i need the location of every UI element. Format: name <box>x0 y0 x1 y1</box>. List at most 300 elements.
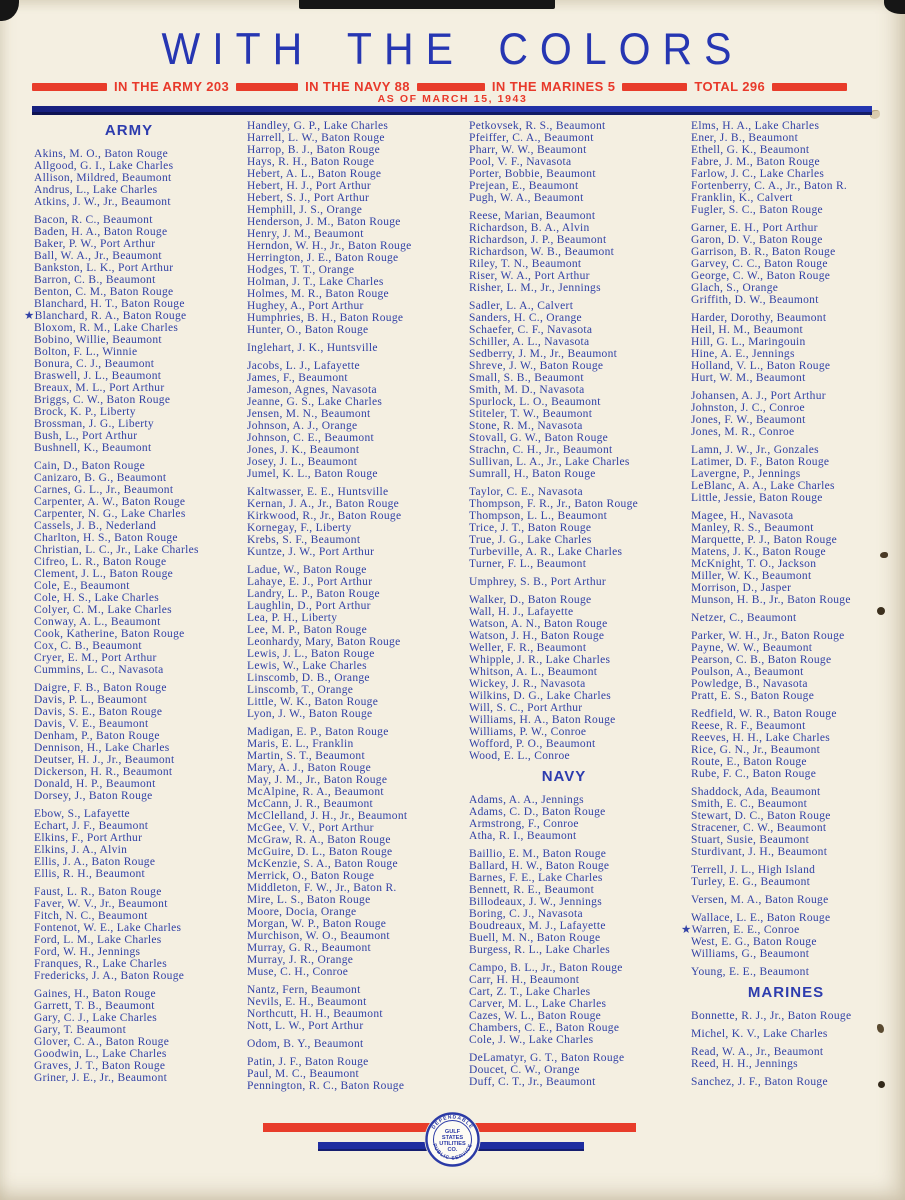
roster-entry: Josey, J. L., Beaumont <box>247 456 358 468</box>
roster-group <box>469 210 687 294</box>
roster-entry: Barnes, F. E., Lake Charles <box>469 872 603 884</box>
roster-entry: Sullivan, L. A., Jr., Lake Charles <box>469 456 630 468</box>
roster-entry: Stracener, C. W., Beaumont <box>691 822 827 834</box>
roster-group <box>691 1028 905 1040</box>
roster-entry: Pool, V. F., Navasota <box>469 156 572 168</box>
roster-entry: Baker, P. W., Port Arthur <box>34 238 156 250</box>
tally-banner <box>32 79 873 94</box>
roster-entry: Sumrall, H., Baton Rouge <box>469 468 596 480</box>
roster-entry: Madigan, E. P., Baton Rouge <box>247 726 389 738</box>
roster-entry: Odom, B. Y., Beaumont <box>247 1038 364 1050</box>
marines-count: IN THE MARINES 5 <box>491 79 616 94</box>
roster-group <box>469 120 687 204</box>
roster-entry: Bonura, C. J., Beaumont <box>34 358 155 370</box>
roster-entry: Mire, L. S., Baton Rouge <box>247 894 371 906</box>
roster-entry: Braswell, J. L., Beaumont <box>34 370 162 382</box>
roster-entry: Gary, T. Beaumont <box>34 1024 127 1036</box>
roster-entry: Stuart, Susie, Beaumont <box>691 834 810 846</box>
roster-group <box>691 1046 905 1070</box>
roster-entry: Doucet, C. W., Orange <box>469 1064 580 1076</box>
roster-entry: Ladue, W., Baton Rouge <box>247 564 367 576</box>
roster-entry: Glach, S., Orange <box>691 282 779 294</box>
roster-entry: Riser, W. A., Port Arthur <box>469 270 590 282</box>
roster-entry: Morrison, D., Jasper <box>691 582 792 594</box>
roster-entry: Nantz, Fern, Beaumont <box>247 984 361 996</box>
roster-entry: Will, S. C., Port Arthur <box>469 702 583 714</box>
roster-entry: Daigre, F. B., Baton Rouge <box>34 682 167 694</box>
roster-entry: Fortenberry, C. A., Jr., Baton R. <box>691 180 848 192</box>
roster-entry: McClelland, J. H., Jr., Beaumont <box>247 810 408 822</box>
roster-entry: Shreve, J. W., Baton Rouge <box>469 360 604 372</box>
roster-entry: Glover, C. A., Baton Rouge <box>34 1036 170 1048</box>
roster-entry: Little, Jessie, Baton Rouge <box>691 492 823 504</box>
roster-entry: Marquette, P. J., Baton Rouge <box>691 534 838 546</box>
roster-entry: Allison, Mildred, Beaumont <box>34 172 172 184</box>
roster-entry: McCann, J. R., Beaumont <box>247 798 374 810</box>
roster-column-2 <box>247 120 465 1098</box>
roster-entry: Colyer, C. M., Lake Charles <box>34 604 172 616</box>
roster-entry: Ball, W. A., Jr., Beaumont <box>34 250 162 262</box>
roster-entry: Cole, E., Beaumont <box>34 580 130 592</box>
roster-entry: Hodges, T. T., Orange <box>247 264 355 276</box>
roster-entry: Redfield, W. R., Baton Rouge <box>691 708 837 720</box>
roster-entry: Franques, R., Lake Charles <box>34 958 167 970</box>
roster-entry: Pennington, R. C., Baton Rouge <box>247 1080 405 1092</box>
army-count: IN THE ARMY 203 <box>114 79 230 94</box>
company-logo <box>424 1111 481 1168</box>
roster-entry: Prejean, E., Beaumont <box>469 180 579 192</box>
roster-entry: Linscomb, T., Orange <box>247 684 354 696</box>
roster-entry: Davis, S. E., Baton Rouge <box>34 706 163 718</box>
roster-entry: Johnston, J. C., Conroe <box>691 402 805 414</box>
roster-entry: Manley, R. S., Beaumont <box>691 522 814 534</box>
roster-entry: Jumel, K. L., Baton Rouge <box>247 468 378 480</box>
roster-entry: Elkins, J. A., Alvin <box>34 844 128 856</box>
roster-entry: Netzer, C., Beaumont <box>691 612 797 624</box>
section-header-marines: MARINES <box>747 984 825 1001</box>
roster-entry: Boring, C. J., Navasota <box>469 908 583 920</box>
roster-entry: Moore, Docia, Orange <box>247 906 357 918</box>
roster-entry: Cifreo, L. R., Baton Rouge <box>34 556 167 568</box>
roster-entry: Hughey, A., Port Arthur <box>247 300 364 312</box>
roster-entry: Williams, H. A., Baton Rouge <box>469 714 616 726</box>
roster-entry: Hunter, O., Baton Rouge <box>247 324 369 336</box>
roster-entry: Merrick, O., Baton Rouge <box>247 870 375 882</box>
roster-entry: ★Warren, E. E., Conroe <box>681 924 800 936</box>
logo-top-arc: DEPENDABLE <box>430 1114 475 1131</box>
roster-entry: Kornegay, F., Liberty <box>247 522 352 534</box>
roster-entry: Allgood, G. I., Lake Charles <box>34 160 174 172</box>
roster-entry: McAlpine, R. A., Beaumont <box>247 786 384 798</box>
roster-entry: Kirkwood, R., Jr., Baton Rouge <box>247 510 402 522</box>
roster-entry: Bush, L., Port Arthur <box>34 430 138 442</box>
scan-artifact-top-left <box>0 0 19 21</box>
roster-entry: Harder, Dorothy, Beaumont <box>691 312 827 324</box>
roster-entry: Lee, M. P., Baton Rouge <box>247 624 367 636</box>
roster-entry: Parker, W. H., Jr., Baton Rouge <box>691 630 845 642</box>
section-header-navy: NAVY <box>541 768 587 785</box>
total-count: TOTAL 296 <box>694 79 766 94</box>
roster-entry: Thompson, L. L., Beaumont <box>469 510 608 522</box>
roster-entry: Pugh, W. A., Beaumont <box>469 192 584 204</box>
roster-entry: Garvey, C. C., Baton Rouge <box>691 258 828 270</box>
roster-entry: Little, W. K., Baton Rouge <box>247 696 379 708</box>
roster-entry: Richardson, J. P., Beaumont <box>469 234 607 246</box>
roster-entry: Chambers, C. E., Baton Rouge <box>469 1022 620 1034</box>
roster-entry: Linscomb, D. B., Orange <box>247 672 370 684</box>
roster-entry: Lyon, J. W., Baton Rouge <box>247 708 373 720</box>
roster-entry: Cassels, J. B., Nederland <box>34 520 157 532</box>
roster-entry: Schaefer, C. F., Navasota <box>469 324 593 336</box>
roster-entry: Umphrey, S. B., Port Arthur <box>469 576 607 588</box>
roster-group <box>247 984 465 1032</box>
roster-group <box>247 726 465 978</box>
roster-group <box>247 1056 465 1092</box>
roster-column-1 <box>24 120 252 1090</box>
roster-entry: Burgess, R. L., Lake Charles <box>469 944 611 956</box>
roster-entry: McKnight, T. O., Jackson <box>691 558 817 570</box>
roster-entry: ★Blanchard, R. A., Baton Rouge <box>24 310 187 322</box>
roster-group <box>691 1010 905 1022</box>
roster-entry: Williams, G., Beaumont <box>691 948 810 960</box>
roster-column-3 <box>469 120 687 1094</box>
roster-entry: Griner, J. E., Jr., Beaumont <box>34 1072 168 1084</box>
roster-entry: Small, S. B., Beaumont <box>469 372 584 384</box>
roster-entry: Bolton, F. L., Winnie <box>34 346 138 358</box>
roster-entry: Elms, H. A., Lake Charles <box>691 120 820 132</box>
roster-group <box>469 848 687 956</box>
roster-entry: Latimer, D. F., Baton Rouge <box>691 456 830 468</box>
roster-entry: Handley, G. P., Lake Charles <box>247 120 389 132</box>
red-rule <box>32 83 107 91</box>
roster-group <box>469 962 687 1046</box>
roster-entry: Versen, M. A., Baton Rouge <box>691 894 829 906</box>
roster-entry: Davis, P. L., Beaumont <box>34 694 147 706</box>
roster-entry: Garrett, T. B., Beaumont <box>34 1000 155 1012</box>
roster-entry: Jacobs, L. J., Lafayette <box>247 360 360 372</box>
roster-entry: Landry, L. P., Baton Rouge <box>247 588 380 600</box>
roster-entry: Riley, T. N., Beaumont <box>469 258 582 270</box>
roster-entry: Echart, J. F., Beaumont <box>34 820 149 832</box>
roster-entry: Ford, W. H., Jennings <box>34 946 141 958</box>
roster-entry: Charlton, H. S., Baton Rouge <box>34 532 178 544</box>
roster-entry: Bankston, L. K., Port Arthur <box>34 262 174 274</box>
roster-entry: Lewis, J. L., Baton Rouge <box>247 648 375 660</box>
roster-entry: Hebert, S. J., Port Arthur <box>247 192 370 204</box>
roster-entry: Terrell, J. L., High Island <box>691 864 816 876</box>
roster-group <box>691 390 905 438</box>
roster-entry: Duff, C. T., Jr., Beaumont <box>469 1076 596 1088</box>
roster-entry: DeLamatyr, G. T., Baton Rouge <box>469 1052 625 1064</box>
roster-entry: Bennett, R. E., Beaumont <box>469 884 595 896</box>
roster-group <box>34 886 252 982</box>
roster-entry: Reeves, H. H., Lake Charles <box>691 732 831 744</box>
roster-entry: Cole, H. S., Lake Charles <box>34 592 160 604</box>
roster-entry: Herndon, W. H., Jr., Baton Rouge <box>247 240 412 252</box>
roster-entry: Faust, L. R., Baton Rouge <box>34 886 162 898</box>
red-rule <box>772 83 847 91</box>
roster-entry: Billodeaux, J. W., Jennings <box>469 896 603 908</box>
roster-entry: Pratt, E. S., Baton Rouge <box>691 690 815 702</box>
roster-group <box>691 864 905 888</box>
roster-entry: West, E. G., Baton Rouge <box>691 936 817 948</box>
roster-entry: Benton, C. M., Baton Rouge <box>34 286 174 298</box>
red-rule <box>417 83 485 91</box>
roster-entry: Hurt, W. M., Beaumont <box>691 372 806 384</box>
roster-entry: Fontenot, W. E., Lake Charles <box>34 922 182 934</box>
roster-entry: Maris, E. L., Franklin <box>247 738 354 750</box>
roster-group <box>247 360 465 480</box>
roster-group <box>247 342 465 354</box>
roster-entry: LeBlanc, A. A., Lake Charles <box>691 480 835 492</box>
roster-entry: Watson, A. N., Baton Rouge <box>469 618 608 630</box>
roster-entry: Sanchez, J. F., Baton Rouge <box>691 1076 828 1088</box>
roster-entry: Bonnette, R. J., Jr., Baton Rouge <box>691 1010 852 1022</box>
roster-entry: Cryer, E. M., Port Arthur <box>34 652 157 664</box>
roster-entry: Sadler, L. A., Calvert <box>469 300 574 312</box>
divider-bar <box>32 106 872 115</box>
roster-entry: Reese, R. F., Beaumont <box>691 720 806 732</box>
roster-entry: Wickey, J. R., Navasota <box>469 678 586 690</box>
logo-bottom-arc: PUBLIC SERVICE <box>431 1142 474 1162</box>
roster-entry: Whitson, A. L., Beaumont <box>469 666 598 678</box>
roster-entry: Smith, M. D., Navasota <box>469 384 585 396</box>
roster-entry: Hebert, A. L., Baton Rouge <box>247 168 382 180</box>
roster-entry: Morgan, W. P., Baton Rouge <box>247 918 387 930</box>
roster-entry: Wallace, L. E., Baton Rouge <box>691 912 831 924</box>
roster-group <box>691 510 905 606</box>
roster-entry: Pharr, W. W., Beaumont <box>469 144 587 156</box>
roster-entry: Harrop, B. J., Baton Rouge <box>247 144 381 156</box>
roster-group <box>469 300 687 480</box>
roster-entry: Bloxom, R. M., Lake Charles <box>34 322 179 334</box>
roster-entry: Dennison, H., Lake Charles <box>34 742 170 754</box>
roster-entry: Shaddock, Ada, Beaumont <box>691 786 821 798</box>
navy-count: IN THE NAVY 88 <box>305 79 410 94</box>
red-rule <box>622 83 687 91</box>
roster-entry: Leonhardy, Mary, Baton Rouge <box>247 636 401 648</box>
roster-entry: Paul, M. C., Beaumont <box>247 1068 360 1080</box>
roster-entry: Rube, F. C., Baton Rouge <box>691 768 817 780</box>
roster-entry: Clement, J. L., Baton Rouge <box>34 568 174 580</box>
roster-entry: Porter, Bobbie, Beaumont <box>469 168 596 180</box>
roster-entry: Cox, C. B., Beaumont <box>34 640 142 652</box>
roster-entry: Breaux, M. L., Port Arthur <box>34 382 165 394</box>
roster-entry: Murchison, W. O., Beaumont <box>247 930 390 942</box>
roster-entry: Jensen, M. N., Beaumont <box>247 408 371 420</box>
roster-entry: Faver, W. V., Jr., Beaumont <box>34 898 168 910</box>
roster-entry: Lavergne, P., Jennings <box>691 468 801 480</box>
roster-entry: Farlow, J. C., Lake Charles <box>691 168 825 180</box>
roster-entry: Michel, K. V., Lake Charles <box>691 1028 828 1040</box>
roster-entry: Cole, J. W., Lake Charles <box>469 1034 594 1046</box>
roster-entry: Lea, P. H., Liberty <box>247 612 338 624</box>
roster-entry: Hemphill, J. S., Orange <box>247 204 363 216</box>
roster-group <box>34 808 252 880</box>
roster-group <box>24 214 252 454</box>
roster-entry: Donald, H. P., Beaumont <box>34 778 156 790</box>
roster-group <box>691 966 905 978</box>
roster-entry: George, C. W., Baton Rouge <box>691 270 831 282</box>
roster-entry: Buell, M. N., Baton Rouge <box>469 932 601 944</box>
roster-group <box>691 894 905 906</box>
roster-entry: Heil, H. M., Beaumont <box>691 324 804 336</box>
as-of-date: AS OF MARCH 15, 1943 <box>377 93 528 105</box>
section-header-army: ARMY <box>104 122 154 139</box>
roster-entry: Matens, J. K., Baton Rouge <box>691 546 826 558</box>
roster-entry: Williams, P. W., Conroe <box>469 726 587 738</box>
logo-name-line: UTILITIES <box>439 1141 466 1147</box>
roster-entry: Campo, B. L., Jr., Baton Rouge <box>469 962 623 974</box>
roster-group <box>469 486 687 570</box>
roster-entry: Carpenter, A. W., Baton Rouge <box>34 496 186 508</box>
roster-entry: Laughlin, D., Port Arthur <box>247 600 371 612</box>
roster-entry: Bacon, R. C., Beaumont <box>34 214 153 226</box>
roster-entry: Carr, H. H., Beaumont <box>469 974 580 986</box>
roster-entry: Andrus, L., Lake Charles <box>34 184 158 196</box>
roster-entry: Denham, P., Baton Rouge <box>34 730 160 742</box>
roster-entry: Nott, L. W., Port Arthur <box>247 1020 364 1032</box>
roster-entry: McKenzie, S. A., Baton Rouge <box>247 858 398 870</box>
roster-entry: Weller, F. R., Beaumont <box>469 642 587 654</box>
roster-entry: Sedberry, J. M., Jr., Beaumont <box>469 348 618 360</box>
roster-entry: Armstrong, F., Conroe <box>469 818 579 830</box>
roster-entry: Ballard, H. W., Baton Rouge <box>469 860 610 872</box>
roster-entry: Briggs, C. W., Baton Rouge <box>34 394 171 406</box>
roster-entry: Cazes, W. L., Baton Rouge <box>469 1010 602 1022</box>
roster-group <box>247 564 465 720</box>
roster-entry: Fugler, S. C., Baton Rouge <box>691 204 823 216</box>
roster-entry: Harrell, L. W., Baton Rouge <box>247 132 385 144</box>
roster-entry: James, F., Beaumont <box>247 372 348 384</box>
roster-entry: Atha, R. I., Beaumont <box>469 830 577 842</box>
roster-entry: Johansen, A. J., Port Arthur <box>691 390 826 402</box>
roster-group <box>681 912 905 960</box>
roster-entry: McGee, V. V., Port Arthur <box>247 822 374 834</box>
roster-entry: Johnson, C. E., Beaumont <box>247 432 374 444</box>
roster-entry: Garrison, B. R., Baton Rouge <box>691 246 836 258</box>
roster-entry: Lewis, W., Lake Charles <box>247 660 367 672</box>
roster-entry: Young, E. E., Beaumont <box>691 966 810 978</box>
roster-entry: Kaltwasser, E. E., Huntsville <box>247 486 389 498</box>
roster-entry: Richardson, W. B., Beaumont <box>469 246 615 258</box>
roster-entry: Northcutt, H. H., Beaumont <box>247 1008 383 1020</box>
roster-entry: Miller, W. K., Beaumont <box>691 570 812 582</box>
roster-group <box>247 486 465 558</box>
roster-entry: Turley, E. G., Beaumont <box>691 876 811 888</box>
roster-entry: Bushnell, K., Beaumont <box>34 442 152 454</box>
roster-entry: Spurlock, L. O., Beaumont <box>469 396 601 408</box>
roster-entry: Herrington, J. E., Baton Rouge <box>247 252 399 264</box>
roster-entry: Gaines, H., Baton Rouge <box>34 988 156 1000</box>
roster-entry: Inglehart, J. K., Huntsville <box>247 342 378 354</box>
roster-entry: Ford, L. M., Lake Charles <box>34 934 162 946</box>
roster-entry: Jones, J. K., Beaumont <box>247 444 360 456</box>
roster-entry: Risher, L. M., Jr., Jennings <box>469 282 601 294</box>
roster-entry: Rice, G. N., Jr., Beaumont <box>691 744 821 756</box>
roster-entry: Munson, H. B., Jr., Baton Rouge <box>691 594 851 606</box>
roster-entry: Strachn, C. H., Jr., Beaumont <box>469 444 613 456</box>
roster-group <box>469 794 687 842</box>
roster-group <box>691 786 905 858</box>
roster-entry: Barron, C. B., Beaumont <box>34 274 156 286</box>
roster-entry: Nevils, E. H., Beaumont <box>247 996 367 1008</box>
roster-entry: Ebow, S., Lafayette <box>34 808 130 820</box>
roster-entry: Magee, H., Navasota <box>691 510 794 522</box>
roster-entry: Cain, D., Baton Rouge <box>34 460 146 472</box>
roster-entry: Ellis, J. A., Baton Rouge <box>34 856 156 868</box>
roster-entry: Brossman, J. G., Liberty <box>34 418 154 430</box>
roster-entry: Fredericks, J. A., Baton Rouge <box>34 970 185 982</box>
roster-entry: Payne, W. W., Beaumont <box>691 642 813 654</box>
roster-entry: Walker, D., Baton Rouge <box>469 594 592 606</box>
roster-entry: Poulson, A., Beaumont <box>691 666 804 678</box>
scan-artifact-top-bar <box>299 0 555 9</box>
roster-entry: Cart, Z. T., Lake Charles <box>469 986 591 998</box>
roster-entry: Krebs, S. F., Beaumont <box>247 534 361 546</box>
roster-entry: Holmes, M. R., Baton Rouge <box>247 288 389 300</box>
roster-entry: Griffith, D. W., Beaumont <box>691 294 819 306</box>
roster-entry: Boudreaux, M. J., Lafayette <box>469 920 606 932</box>
roster-entry: Akins, M. O., Baton Rouge <box>34 148 168 160</box>
roster-entry: Elkins, F., Port Arthur <box>34 832 143 844</box>
roster-group <box>34 682 252 802</box>
roster-entry: Ener, J. B., Beaumont <box>691 132 799 144</box>
roster-entry: Route, E., Baton Rouge <box>691 756 807 768</box>
roster-entry: Johnson, A. J., Orange <box>247 420 358 432</box>
roster-entry: Hays, R. H., Baton Rouge <box>247 156 375 168</box>
roster-entry: Schiller, A. L., Navasota <box>469 336 590 348</box>
roster-entry: Ethell, G. K., Beaumont <box>691 144 810 156</box>
roster-group <box>469 576 687 588</box>
roster-entry: Humphries, B. H., Baton Rouge <box>247 312 404 324</box>
roster-entry: Baillio, E. M., Baton Rouge <box>469 848 607 860</box>
roster-entry: Stewart, D. C., Baton Rouge <box>691 810 831 822</box>
roster-entry: Murray, J. R., Orange <box>247 954 354 966</box>
roster-entry: Deutser, H. J., Jr., Beaumont <box>34 754 175 766</box>
roster-entry: Conway, A. L., Beaumont <box>34 616 161 628</box>
roster-entry: Petkovsek, R. S., Beaumont <box>469 120 606 132</box>
roster-group <box>247 1038 465 1050</box>
roster-entry: Kuntze, J. W., Port Arthur <box>247 546 375 558</box>
roster-entry: Carpenter, N. G., Lake Charles <box>34 508 186 520</box>
roster-entry: Dickerson, H. R., Beaumont <box>34 766 173 778</box>
roster-entry: Patin, J. F., Baton Rouge <box>247 1056 369 1068</box>
roster-entry: Taylor, C. E., Navasota <box>469 486 583 498</box>
roster-entry: Holman, J. T., Lake Charles <box>247 276 384 288</box>
roster-entry: Mary, A. J., Baton Rouge <box>247 762 372 774</box>
roster-entry: May, J. M., Jr., Baton Rouge <box>247 774 388 786</box>
roster-entry: Stone, R. M., Navasota <box>469 420 583 432</box>
roster-column-4 <box>681 120 905 1094</box>
roster-entry: Kernan, J. A., Jr., Baton Rouge <box>247 498 400 510</box>
logo-name-line: GULF <box>444 1129 461 1135</box>
roster-entry: Adams, A. A., Jennings <box>469 794 584 806</box>
roster-entry: Canizaro, B. G., Beaumont <box>34 472 167 484</box>
roster-entry: Gary, C. J., Lake Charles <box>34 1012 157 1024</box>
roster-entry: Reese, Marian, Beaumont <box>469 210 596 222</box>
roster-entry: Stovall, G. W., Baton Rouge <box>469 432 609 444</box>
roster-entry: Turbeville, A. R., Lake Charles <box>469 546 623 558</box>
roster-entry: Pearson, C. B., Baton Rouge <box>691 654 832 666</box>
roster-entry: McGuire, D. L., Baton Rouge <box>247 846 393 858</box>
roster-entry: Cummins, L. C., Navasota <box>34 664 164 676</box>
roster-entry: Turner, F. L., Beaumont <box>469 558 587 570</box>
roster-entry: Garner, E. H., Port Arthur <box>691 222 818 234</box>
roster-entry: Holland, V. L., Baton Rouge <box>691 360 831 372</box>
roster-entry: Christian, L. C., Jr., Lake Charles <box>34 544 199 556</box>
roster-entry: Garon, D. V., Baton Rouge <box>691 234 823 246</box>
